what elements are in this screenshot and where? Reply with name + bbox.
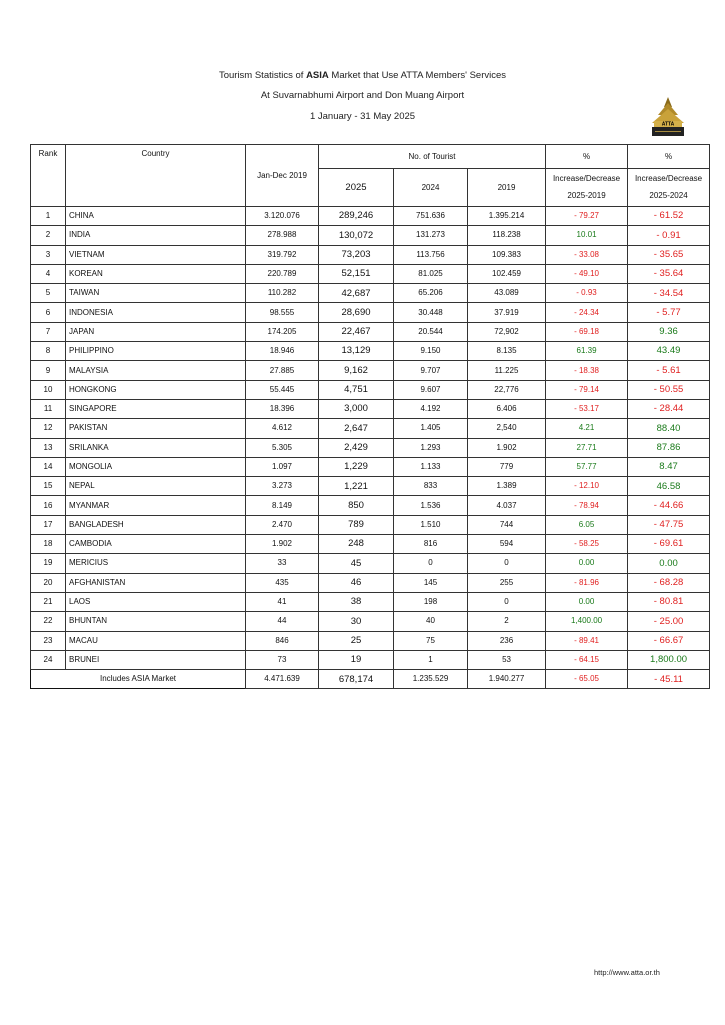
- pct-2025-2024-cell: - 50.55: [628, 380, 710, 399]
- jan-dec-2019-cell: 1.097: [246, 457, 319, 476]
- jan-dec-2019-cell: 18.946: [246, 342, 319, 361]
- tourists-2024-cell: 9.607: [394, 380, 468, 399]
- jan-dec-2019-cell: 18.396: [246, 399, 319, 418]
- pct-2025-2019-cell: - 79.27: [546, 207, 628, 226]
- tourists-2019-cell: 118.238: [468, 226, 546, 245]
- tourists-2025-cell: 2,429: [319, 438, 394, 457]
- title-suffix: Market that Use ATTA Members' Services: [328, 70, 507, 81]
- tourists-2019-cell: 255: [468, 573, 546, 592]
- jan-dec-2019-cell: 278.988: [246, 226, 319, 245]
- rank-cell: 3: [31, 245, 66, 264]
- tourists-2024-cell: 9.707: [394, 361, 468, 380]
- tourists-2025-cell: 73,203: [319, 245, 394, 264]
- table-row: [31, 419, 710, 438]
- rank-cell: 18: [31, 535, 66, 554]
- tourists-2025-cell: 1,221: [319, 477, 394, 496]
- logo-text: ATTA: [661, 121, 675, 128]
- pct-2025-2024-cell: 46.58: [628, 477, 710, 496]
- country-cell: PAKISTAN: [66, 419, 246, 438]
- pct-2025-2024-cell: 43.49: [628, 342, 710, 361]
- tourists-2019-cell: 594: [468, 535, 546, 554]
- country-cell: CHINA: [66, 207, 246, 226]
- tourists-2019-cell: 744: [468, 515, 546, 534]
- title-prefix: Tourism Statistics of: [218, 70, 307, 81]
- jan-dec-2019-cell: 41: [246, 592, 319, 611]
- tourists-2019-cell: 1.395.214: [468, 207, 546, 226]
- table-row: [31, 496, 710, 515]
- table-row: [31, 477, 710, 496]
- incdec-label: Increase/Decrease: [552, 174, 621, 183]
- total-2024: 1.235.529: [394, 670, 468, 689]
- country-cell: MACAU: [66, 631, 246, 650]
- table-body: [31, 207, 710, 670]
- pct-2025-2024-cell: 8.47: [628, 457, 710, 476]
- table-row: [31, 380, 710, 399]
- pct-2025-2024-cell: - 0.91: [628, 226, 710, 245]
- tourists-2019-cell: 8.135: [468, 342, 546, 361]
- table-row: [31, 592, 710, 611]
- total-row: [31, 670, 710, 689]
- jan-dec-2019-cell: 33: [246, 554, 319, 573]
- pct-2025-2019-cell: - 0.93: [546, 284, 628, 303]
- pct-2025-2019-cell: - 18.38: [546, 361, 628, 380]
- country-cell: BHUNTAN: [66, 612, 246, 631]
- jan-dec-2019-cell: 2.470: [246, 515, 319, 534]
- tourists-2024-cell: 833: [394, 477, 468, 496]
- rank-cell: 14: [31, 457, 66, 476]
- pct-2025-2024-cell: - 80.81: [628, 592, 710, 611]
- header-2024: 2024: [394, 169, 468, 207]
- header-jan-dec-2019: Jan-Dec 2019: [246, 145, 319, 207]
- tourists-2025-cell: 4,751: [319, 380, 394, 399]
- country-cell: SINGAPORE: [66, 399, 246, 418]
- rank-cell: 16: [31, 496, 66, 515]
- tourists-2024-cell: 65.206: [394, 284, 468, 303]
- tourists-2019-cell: 2: [468, 612, 546, 631]
- tourists-2025-cell: 130,072: [319, 226, 394, 245]
- tourists-2024-cell: 40: [394, 612, 468, 631]
- incdec-label: Increase/Decrease: [634, 174, 703, 183]
- tourists-2025-cell: 2,647: [319, 419, 394, 438]
- table-row: [31, 284, 710, 303]
- tourists-2019-cell: 102.459: [468, 264, 546, 283]
- range-label: 2025-2024: [649, 191, 688, 200]
- jan-dec-2019-cell: 98.555: [246, 303, 319, 322]
- pct-2025-2024-cell: - 35.64: [628, 264, 710, 283]
- rank-cell: 21: [31, 592, 66, 611]
- tourists-2024-cell: 113.756: [394, 245, 468, 264]
- pct-2025-2019-cell: - 78.94: [546, 496, 628, 515]
- footer-url: http://www.atta.or.th: [594, 968, 660, 977]
- pct-2025-2019-cell: 0.00: [546, 592, 628, 611]
- pct-2025-2019-cell: 10.01: [546, 226, 628, 245]
- pct-2025-2024-cell: - 5.61: [628, 361, 710, 380]
- rank-cell: 9: [31, 361, 66, 380]
- header-incdec-2025-2024: [628, 169, 710, 207]
- country-cell: MYANMAR: [66, 496, 246, 515]
- country-cell: HONGKONG: [66, 380, 246, 399]
- country-cell: INDONESIA: [66, 303, 246, 322]
- rank-cell: 10: [31, 380, 66, 399]
- pct-2025-2019-cell: 4.21: [546, 419, 628, 438]
- pct-2025-2024-cell: 9.36: [628, 322, 710, 341]
- tourists-2024-cell: 9.150: [394, 342, 468, 361]
- country-cell: TAIWAN: [66, 284, 246, 303]
- rank-cell: 11: [31, 399, 66, 418]
- tourists-2025-cell: 46: [319, 573, 394, 592]
- jan-dec-2019-cell: 55.445: [246, 380, 319, 399]
- header-rank: Rank: [31, 145, 66, 207]
- header-country: Country: [66, 145, 246, 207]
- tourists-2025-cell: 25: [319, 631, 394, 650]
- pct-2025-2024-cell: 1,800.00: [628, 650, 710, 669]
- pct-2025-2024-cell: - 47.75: [628, 515, 710, 534]
- rank-cell: 5: [31, 284, 66, 303]
- pct-2025-2024-cell: - 35.65: [628, 245, 710, 264]
- tourists-2024-cell: 198: [394, 592, 468, 611]
- total-jan-dec-2019: 4.471.639: [246, 670, 319, 689]
- pct-2025-2019-cell: 0.00: [546, 554, 628, 573]
- rank-cell: 6: [31, 303, 66, 322]
- atta-logo-icon: [648, 95, 688, 139]
- tourists-2025-cell: 9,162: [319, 361, 394, 380]
- tourists-2025-cell: 28,690: [319, 303, 394, 322]
- pct-2025-2019-cell: - 64.15: [546, 650, 628, 669]
- pct-2025-2019-cell: 27.71: [546, 438, 628, 457]
- tourists-2025-cell: 42,687: [319, 284, 394, 303]
- total-2019: 1.940.277: [468, 670, 546, 689]
- country-cell: BRUNEI: [66, 650, 246, 669]
- country-cell: MONGOLIA: [66, 457, 246, 476]
- table-row: [31, 515, 710, 534]
- header-pct-2: %: [628, 145, 710, 169]
- pct-2025-2019-cell: - 81.96: [546, 573, 628, 592]
- tourists-2025-cell: 52,151: [319, 264, 394, 283]
- tourists-2024-cell: 1.133: [394, 457, 468, 476]
- table-row: [31, 650, 710, 669]
- rank-cell: 4: [31, 264, 66, 283]
- tourists-2024-cell: 30.448: [394, 303, 468, 322]
- table-row: [31, 322, 710, 341]
- report-subtitle: At Suvarnabhumi Airport and Don Muang Airport: [260, 90, 465, 101]
- pct-2025-2024-cell: 0.00: [628, 554, 710, 573]
- tourists-2024-cell: 75: [394, 631, 468, 650]
- country-cell: BANGLADESH: [66, 515, 246, 534]
- rank-cell: 7: [31, 322, 66, 341]
- pct-2025-2019-cell: - 79.14: [546, 380, 628, 399]
- table-row: [31, 554, 710, 573]
- jan-dec-2019-cell: 1.902: [246, 535, 319, 554]
- pct-2025-2019-cell: - 89.41: [546, 631, 628, 650]
- tourists-2024-cell: 1.510: [394, 515, 468, 534]
- rank-cell: 22: [31, 612, 66, 631]
- tourists-2019-cell: 109.383: [468, 245, 546, 264]
- jan-dec-2019-cell: 8.149: [246, 496, 319, 515]
- tourists-2019-cell: 6.406: [468, 399, 546, 418]
- range-label: 2025-2019: [567, 191, 606, 200]
- tourists-2025-cell: 22,467: [319, 322, 394, 341]
- pct-2025-2019-cell: - 53.17: [546, 399, 628, 418]
- pct-2025-2019-cell: - 12.10: [546, 477, 628, 496]
- rank-cell: 19: [31, 554, 66, 573]
- pct-2025-2024-cell: 88.40: [628, 419, 710, 438]
- tourists-2025-cell: 45: [319, 554, 394, 573]
- table-row: [31, 612, 710, 631]
- jan-dec-2019-cell: 435: [246, 573, 319, 592]
- tourists-2019-cell: 0: [468, 554, 546, 573]
- country-cell: INDIA: [66, 226, 246, 245]
- tourists-2024-cell: 751.636: [394, 207, 468, 226]
- table-row: [31, 399, 710, 418]
- tourists-2025-cell: 30: [319, 612, 394, 631]
- rank-cell: 8: [31, 342, 66, 361]
- pct-2025-2019-cell: 57.77: [546, 457, 628, 476]
- total-2025: 678,174: [319, 670, 394, 689]
- header-2025: 2025: [319, 169, 394, 207]
- country-cell: MERICIUS: [66, 554, 246, 573]
- country-cell: NEPAL: [66, 477, 246, 496]
- rank-cell: 17: [31, 515, 66, 534]
- table-row: [31, 207, 710, 226]
- pct-2025-2019-cell: 61.39: [546, 342, 628, 361]
- tourists-2019-cell: 22,776: [468, 380, 546, 399]
- table-row: [31, 303, 710, 322]
- tourists-2025-cell: 1,229: [319, 457, 394, 476]
- tourists-2024-cell: 1.405: [394, 419, 468, 438]
- header-2019: 2019: [468, 169, 546, 207]
- pct-2025-2024-cell: - 68.28: [628, 573, 710, 592]
- tourists-2024-cell: 1: [394, 650, 468, 669]
- title-market: ASIA: [306, 70, 329, 81]
- tourists-2024-cell: 0: [394, 554, 468, 573]
- tourists-2019-cell: 779: [468, 457, 546, 476]
- report-date-range: 1 January - 31 May 2025: [309, 111, 416, 122]
- tourists-2019-cell: 2,540: [468, 419, 546, 438]
- pct-2025-2024-cell: - 61.52: [628, 207, 710, 226]
- table-row: [31, 342, 710, 361]
- table-row: [31, 457, 710, 476]
- tourists-2019-cell: 72,902: [468, 322, 546, 341]
- rank-cell: 12: [31, 419, 66, 438]
- tourism-statistics-table: [30, 144, 710, 689]
- pct-2025-2019-cell: 6.05: [546, 515, 628, 534]
- header-incdec-2025-2019: [546, 169, 628, 207]
- rank-cell: 1: [31, 207, 66, 226]
- tourists-2024-cell: 4.192: [394, 399, 468, 418]
- tourists-2024-cell: 1.293: [394, 438, 468, 457]
- rank-cell: 13: [31, 438, 66, 457]
- tourists-2025-cell: 248: [319, 535, 394, 554]
- total-label: Includes ASIA Market: [31, 670, 246, 689]
- report-title: [0, 70, 725, 81]
- tourists-2025-cell: 3,000: [319, 399, 394, 418]
- country-cell: KOREAN: [66, 264, 246, 283]
- pct-2025-2024-cell: - 25.00: [628, 612, 710, 631]
- table-row: [31, 631, 710, 650]
- pct-2025-2024-cell: - 28.44: [628, 399, 710, 418]
- pct-2025-2019-cell: - 33.08: [546, 245, 628, 264]
- jan-dec-2019-cell: 4.612: [246, 419, 319, 438]
- jan-dec-2019-cell: 44: [246, 612, 319, 631]
- rank-cell: 15: [31, 477, 66, 496]
- tourists-2019-cell: 1.902: [468, 438, 546, 457]
- tourists-2025-cell: 19: [319, 650, 394, 669]
- rank-cell: 23: [31, 631, 66, 650]
- tourists-2024-cell: 816: [394, 535, 468, 554]
- tourists-2019-cell: 0: [468, 592, 546, 611]
- country-cell: CAMBODIA: [66, 535, 246, 554]
- jan-dec-2019-cell: 319.792: [246, 245, 319, 264]
- jan-dec-2019-cell: 846: [246, 631, 319, 650]
- tourists-2024-cell: 131.273: [394, 226, 468, 245]
- tourists-2019-cell: 1.389: [468, 477, 546, 496]
- rank-cell: 2: [31, 226, 66, 245]
- header-no-of-tourist: No. of Tourist: [319, 145, 546, 169]
- jan-dec-2019-cell: 27.885: [246, 361, 319, 380]
- pct-2025-2019-cell: - 69.18: [546, 322, 628, 341]
- country-cell: JAPAN: [66, 322, 246, 341]
- pct-2025-2019-cell: - 24.34: [546, 303, 628, 322]
- pct-2025-2024-cell: 87.86: [628, 438, 710, 457]
- pct-2025-2019-cell: - 49.10: [546, 264, 628, 283]
- country-cell: AFGHANISTAN: [66, 573, 246, 592]
- jan-dec-2019-cell: 220.789: [246, 264, 319, 283]
- pct-2025-2024-cell: - 44.66: [628, 496, 710, 515]
- table-row: [31, 535, 710, 554]
- country-cell: SRILANKA: [66, 438, 246, 457]
- header-pct-1: %: [546, 145, 628, 169]
- rank-cell: 24: [31, 650, 66, 669]
- jan-dec-2019-cell: 3.273: [246, 477, 319, 496]
- total-pct-2025-2019: - 65.05: [546, 670, 628, 689]
- tourists-2025-cell: 850: [319, 496, 394, 515]
- table-row: [31, 573, 710, 592]
- pct-2025-2024-cell: - 66.67: [628, 631, 710, 650]
- tourists-2025-cell: 289,246: [319, 207, 394, 226]
- pct-2025-2019-cell: 1,400.00: [546, 612, 628, 631]
- pct-2025-2024-cell: - 69.61: [628, 535, 710, 554]
- tourists-2019-cell: 53: [468, 650, 546, 669]
- tourists-2025-cell: 789: [319, 515, 394, 534]
- tourists-2019-cell: 236: [468, 631, 546, 650]
- rank-cell: 20: [31, 573, 66, 592]
- table-row: [31, 438, 710, 457]
- jan-dec-2019-cell: 174.205: [246, 322, 319, 341]
- table-row: [31, 264, 710, 283]
- table-row: [31, 245, 710, 264]
- country-cell: VIETNAM: [66, 245, 246, 264]
- country-cell: LAOS: [66, 592, 246, 611]
- country-cell: MALAYSIA: [66, 361, 246, 380]
- table-row: [31, 226, 710, 245]
- tourists-2019-cell: 4.037: [468, 496, 546, 515]
- pct-2025-2024-cell: - 5.77: [628, 303, 710, 322]
- tourists-2024-cell: 81.025: [394, 264, 468, 283]
- jan-dec-2019-cell: 3.120.076: [246, 207, 319, 226]
- total-pct-2025-2024: - 45.11: [628, 670, 710, 689]
- pct-2025-2024-cell: - 34.54: [628, 284, 710, 303]
- tourists-2019-cell: 43.089: [468, 284, 546, 303]
- tourists-2025-cell: 13,129: [319, 342, 394, 361]
- pct-2025-2019-cell: - 58.25: [546, 535, 628, 554]
- tourists-2019-cell: 37.919: [468, 303, 546, 322]
- tourists-2024-cell: 145: [394, 573, 468, 592]
- table-row: [31, 361, 710, 380]
- tourists-2019-cell: 11.225: [468, 361, 546, 380]
- jan-dec-2019-cell: 5.305: [246, 438, 319, 457]
- tourists-2024-cell: 20.544: [394, 322, 468, 341]
- country-cell: PHILIPPINO: [66, 342, 246, 361]
- jan-dec-2019-cell: 110.282: [246, 284, 319, 303]
- tourists-2024-cell: 1.536: [394, 496, 468, 515]
- tourists-2025-cell: 38: [319, 592, 394, 611]
- jan-dec-2019-cell: 73: [246, 650, 319, 669]
